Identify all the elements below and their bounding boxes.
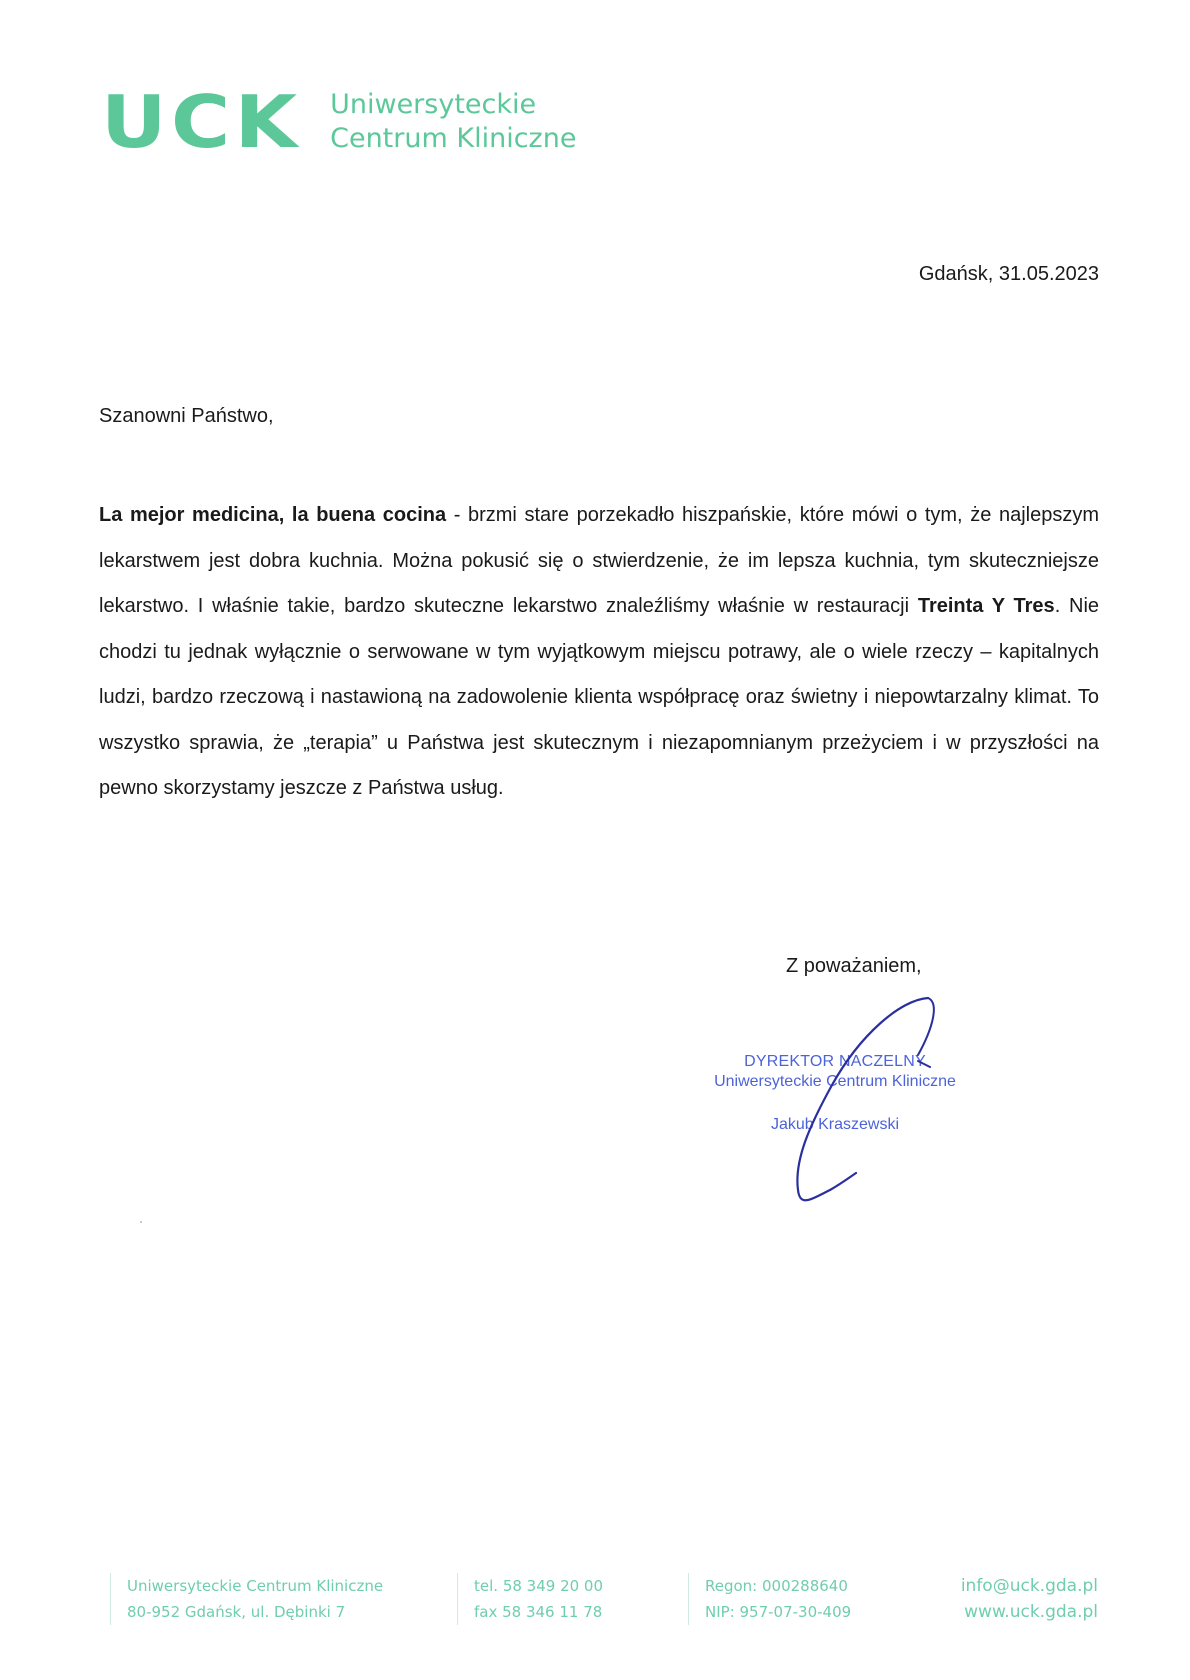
closing: Z poważaniem,	[786, 955, 922, 977]
restaurant-name: Treinta Y Tres	[917, 595, 1055, 617]
place-date: Gdańsk, 31.05.2023	[918, 263, 1099, 285]
stamp-title: DYREKTOR NACZELNY	[744, 1053, 926, 1070]
footer-tel: tel. 58 349 20 00	[474, 1577, 604, 1595]
footer-registry-block	[688, 1573, 851, 1625]
salutation: Szanowni Państwo,	[99, 405, 274, 427]
bold-intro: La mejor medicina, la buena cocina	[99, 504, 447, 526]
stamp-organization: Uniwersyteckie Centrum Kliniczne	[714, 1073, 956, 1090]
footer-website[interactable]: www.uck.gda.pl	[964, 1602, 1098, 1622]
logo-wordmark	[330, 88, 576, 156]
uck-logo	[101, 80, 577, 164]
footer-phone-block	[457, 1573, 603, 1625]
signature-stroke-top	[918, 998, 934, 1055]
logo-line-1: Uniwersyteckie	[330, 89, 537, 120]
logo-mark: UCK	[101, 80, 302, 164]
footer-contact-block	[961, 1573, 1098, 1625]
stamp-name: Jakub Kraszewski	[770, 1116, 900, 1133]
footer-org-name: Uniwersyteckie Centrum Kliniczne	[127, 1577, 384, 1595]
footer-email[interactable]: info@uck.gda.pl	[960, 1576, 1098, 1596]
body-part-2: . Nie chodzi tu jednak wyłącznie o serwowane w tym wyjątkowym miejscu potrawy, ale o wiele rzeczy – kapitalnych ludzi, bardzo rzeczową i nastawioną na zadowolenie klienta współpracę oraz świetny i niepowtarzalny klimat. To wszystko sprawia, że „terapia” u Państwa jest skutecznym i niezapomnianym przeżyciem i w przyszłości na pewno skorzystamy jeszcze z Państwa usług.	[99, 595, 1100, 799]
logo-line-2: Centrum Kliniczne	[330, 123, 577, 154]
letter-body	[99, 493, 1099, 812]
body-part-1: - brzmi stare porzekadło hiszpańskie, które mówi o tym, że najlepszym lekarstwem jest dobra kuchnia. Można pokusić się o stwierdzenie, że im lepsza kuchnia, tym skuteczniejsze lekarstwo. I właśnie takie, bardzo skuteczne lekarstwo znaleźliśmy właśnie w restauracji	[99, 504, 1099, 617]
scan-speck	[140, 1221, 142, 1223]
footer-address: 80-952 Gdańsk, ul. Dębinki 7	[127, 1603, 346, 1621]
footer-nip: NIP: 957-07-30-409	[705, 1603, 852, 1621]
footer-regon: Regon: 000288640	[705, 1577, 848, 1595]
signature-stamp	[700, 1052, 970, 1134]
footer-address-block	[110, 1573, 383, 1625]
footer-fax: fax 58 346 11 78	[474, 1603, 603, 1621]
